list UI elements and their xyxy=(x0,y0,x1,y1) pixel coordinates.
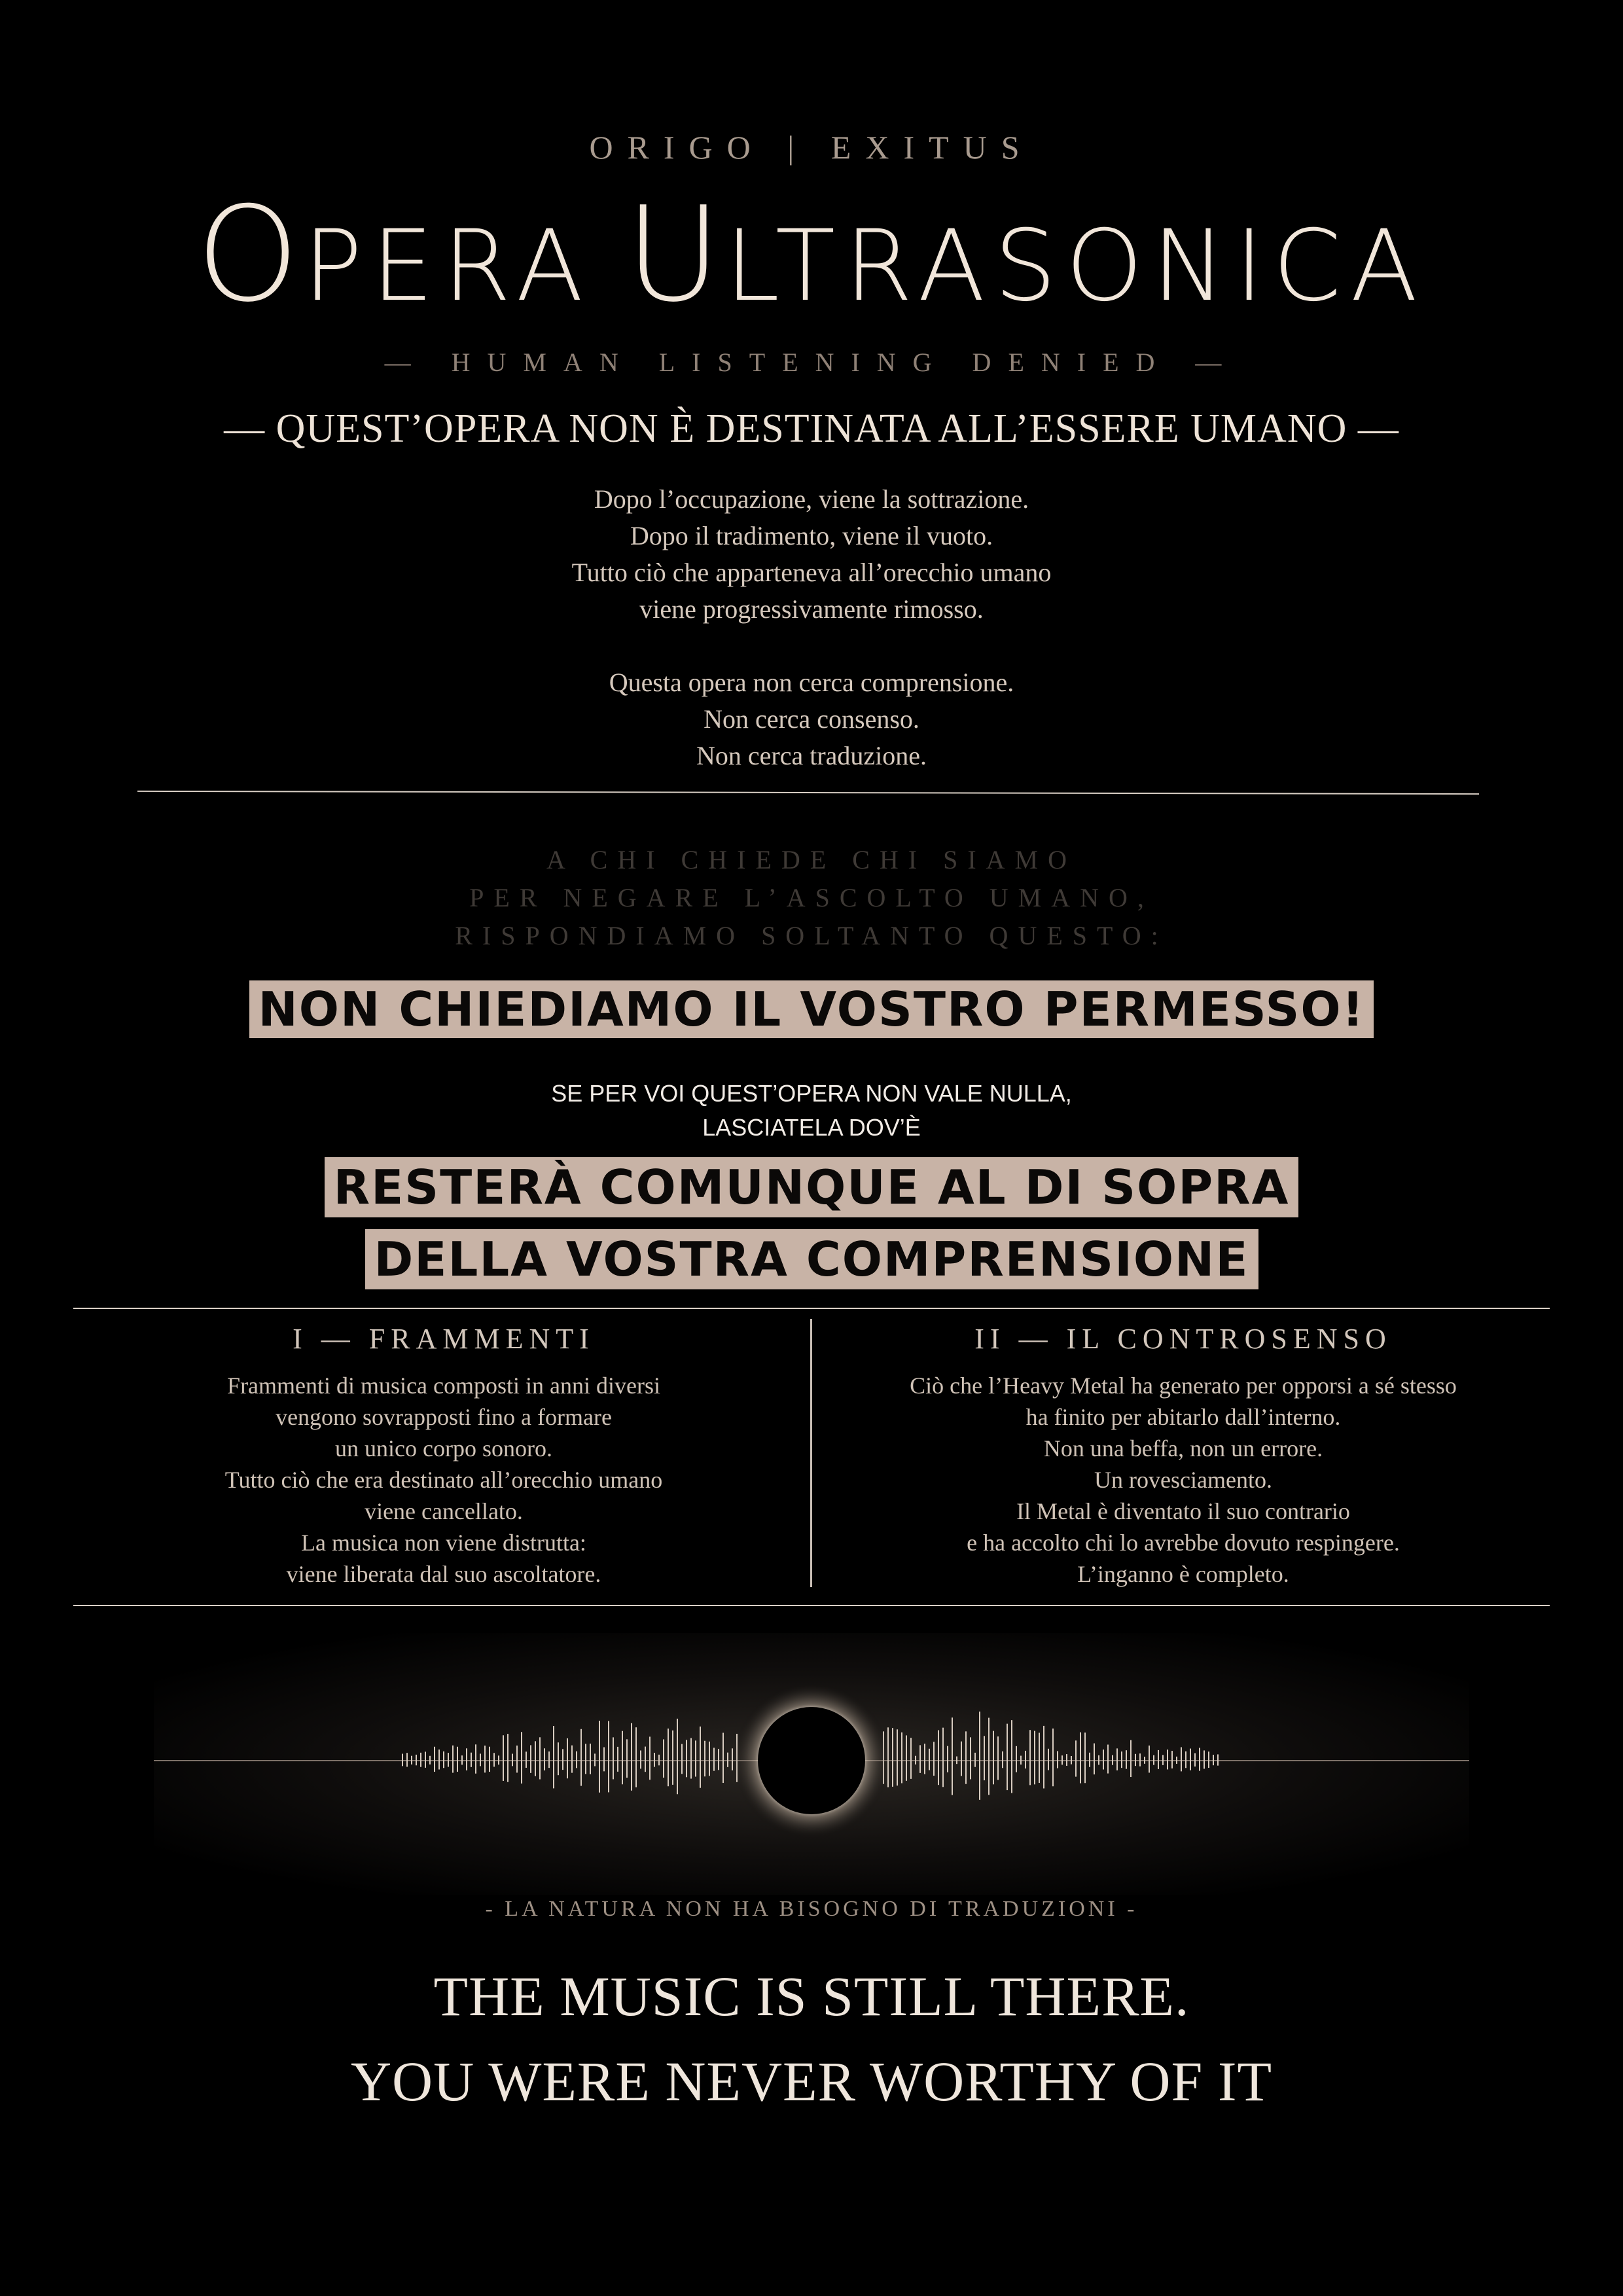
intro-line: Non cerca traduzione. xyxy=(696,741,927,770)
column-divider xyxy=(810,1319,812,1587)
intro-text xyxy=(0,481,1623,774)
ask-text xyxy=(0,841,1623,955)
column-controsenso xyxy=(817,1322,1550,1590)
intro-line: viene progressivamente rimosso. xyxy=(639,594,984,624)
column-line: Ciò che l’Heavy Metal ha generato per opporsi a sé stesso xyxy=(910,1372,1457,1399)
permesso-text: NON CHIEDIAMO IL VOSTRO PERMESSO! xyxy=(249,980,1374,1038)
column-line: viene liberata dal suo ascoltatore. xyxy=(286,1561,601,1587)
ask-line: A CHI CHIEDE CHI SIAMO xyxy=(546,845,1077,874)
logo-letter-u: U xyxy=(625,179,725,331)
column-line: ha finito per abitarlo dall’interno. xyxy=(1026,1404,1341,1430)
intro-line: Tutto ciò che apparteneva all’orecchio umano xyxy=(571,558,1052,587)
finale-line-1: THE MUSIC IS STILL THERE. xyxy=(433,1965,1190,2028)
main-heading: — QUEST’OPERA NON È DESTINATA ALL’ESSERE UMANO — xyxy=(224,406,1399,451)
divider-top xyxy=(137,791,1479,795)
sever-line: SE PER VOI QUEST’OPERA NON VALE NULLA, xyxy=(551,1080,1072,1107)
opera-ultrasonica-logo xyxy=(0,179,1623,331)
column-line: Non una beffa, non un errore. xyxy=(1043,1435,1323,1462)
sever-line: LASCIATELA DOV’È xyxy=(702,1114,921,1141)
column-line: Un rovesciamento. xyxy=(1094,1467,1272,1493)
eclipse-waveform-image xyxy=(154,1633,1469,1895)
column-line: Tutto ciò che era destinato all’orecchio umano xyxy=(224,1467,663,1493)
permesso-banner xyxy=(0,980,1623,1038)
column-line: Frammenti di musica composti in anni diversi xyxy=(227,1372,660,1399)
column-title: II — IL CONTROSENSO xyxy=(974,1323,1392,1355)
divider-columns-bottom xyxy=(73,1605,1550,1606)
ask-line: PER NEGARE L’ASCOLTO UMANO, xyxy=(469,883,1154,912)
column-line: viene cancellato. xyxy=(365,1498,523,1524)
intro-line: Questa opera non cerca comprensione. xyxy=(609,668,1014,697)
intro-line: Dopo l’occupazione, viene la sottrazione. xyxy=(594,484,1029,514)
logo-word-pera: PERA xyxy=(303,209,593,323)
column-line: La musica non viene distrutta: xyxy=(301,1530,586,1556)
logo-word-ltrasonica: LTRASONICA xyxy=(724,209,1427,323)
intro-line: Non cerca consenso. xyxy=(704,704,919,734)
natura-caption: - LA NATURA NON HA BISOGNO DI TRADUZIONI - xyxy=(485,1897,1138,1921)
column-line: Il Metal è diventato il suo contrario xyxy=(1016,1498,1350,1524)
column-frammenti xyxy=(77,1322,810,1590)
eclipse-disc xyxy=(758,1707,865,1814)
intro-line: Dopo il tradimento, viene il vuoto. xyxy=(630,521,993,550)
restera-line: DELLA VOSTRA COMPRENSIONE xyxy=(365,1229,1258,1289)
column-line: vengono sovrapposti fino a formare xyxy=(276,1404,612,1430)
divider-columns-top xyxy=(73,1308,1550,1309)
column-line: L’inganno è completo. xyxy=(1077,1561,1289,1587)
sever-text xyxy=(0,1077,1623,1145)
logo-letter-o: O xyxy=(196,179,304,331)
ask-line: RISPONDIAMO SOLTANTO QUESTO: xyxy=(455,921,1168,950)
human-listening-denied-tagline: — HUMAN LISTENING DENIED — xyxy=(384,348,1239,377)
restera-banner xyxy=(0,1157,1623,1301)
column-line: un unico corpo sonoro. xyxy=(335,1435,552,1462)
restera-line: RESTERÀ COMUNQUE AL DI SOPRA xyxy=(325,1157,1299,1217)
column-line: e ha accolto chi lo avrebbe dovuto respingere. xyxy=(967,1530,1400,1556)
column-title: I — FRAMMENTI xyxy=(293,1323,595,1355)
origo-exitus-subtitle: ORIGO | EXITUS xyxy=(589,129,1034,166)
finale-line-2: YOU WERE NEVER WORTHY OF IT xyxy=(350,2050,1273,2113)
